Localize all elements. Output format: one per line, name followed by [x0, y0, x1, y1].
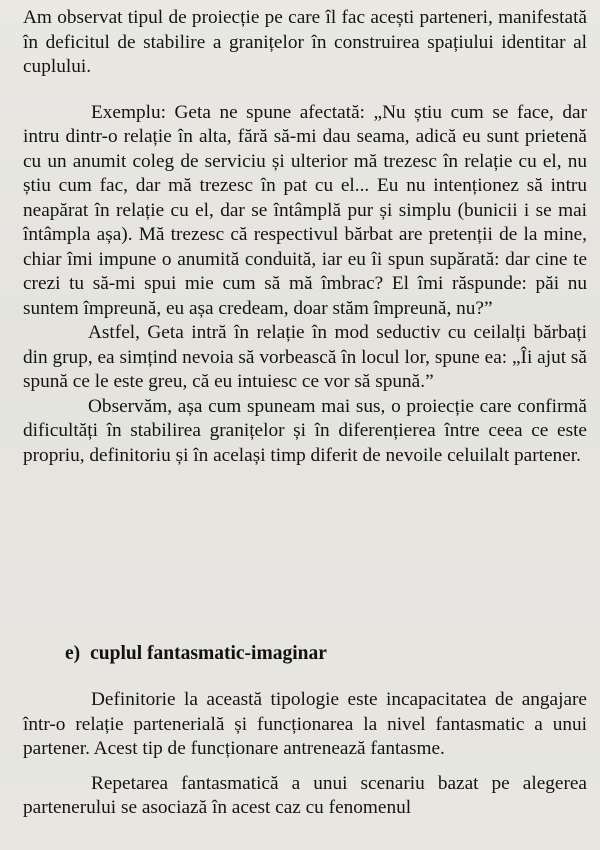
- paragraph-3: Astfel, Geta intră în relație în mod seductiv cu ceilalți bărbați din grup, ea simțind nevoia să vorbească în locul lor, spune ea: „Îi ajut să spună ce le este greu, că eu intuiesc ce vor să spună.”: [23, 322, 587, 392]
- paragraph-2-example: Exemplu: Geta ne spune afectată: „Nu știu cum se face, dar intru dintr-o relație în alta, fără să-mi dau seama, adică eu sunt prietenă cu un anumit coleg de serviciu și ulterior mă trezesc în relație cu el, nu știu cum fac, dar mă trezesc în pat cu el... Eu nu intenționez să intru neapărat în relație cu el, dar se întâmplă pur și simplu (bunicii i se mai întâmpla așa). Mă trezesc că respectivul bărbat are pretenții de la mine, chiar îmi impune o anumită conduită, iar eu îi spun supărată: dar cine te crezi tu să-mi spui mie cum să mă îmbrac? El îmi răspunde: păi nu suntem împreună, eu așa credeam, doar stăm împreună, nu?”: [23, 101, 587, 319]
- section-paragraph-1: Definitorie la această tipologie este incapacitatea de angajare într-o relație partenerială și funcționarea la nivel fantasmatic a unui partener. Acest tip de funcționare antrenează fantasme.: [23, 689, 587, 759]
- section-body-text: [23, 688, 587, 821]
- section-heading-title: cuplul fantasmatic-imaginar: [90, 643, 327, 664]
- paragraph-4: Observăm, așa cum spuneam mai sus, o proiecție care confirmă dificultăți în stabilirea granițelor și în diferențierea între ceea ce este propriu, definitoriu și în același timp diferit de nevoile celuilalt partener.: [23, 395, 587, 466]
- section-paragraph-2: Repetarea fantasmatică a unui scenariu bazat pe alegerea partenerului se asociază în acest caz cu fenomenul: [23, 772, 587, 818]
- section-heading: [65, 643, 327, 665]
- body-text: [23, 6, 587, 468]
- paragraph-1: Am observat tipul de proiecție pe care îl fac acești parteneri, manifestată în deficitul de stabilire a granițelor în construirea spațiului identitar al cuplului.: [23, 7, 587, 77]
- section-heading-marker: e): [65, 643, 81, 664]
